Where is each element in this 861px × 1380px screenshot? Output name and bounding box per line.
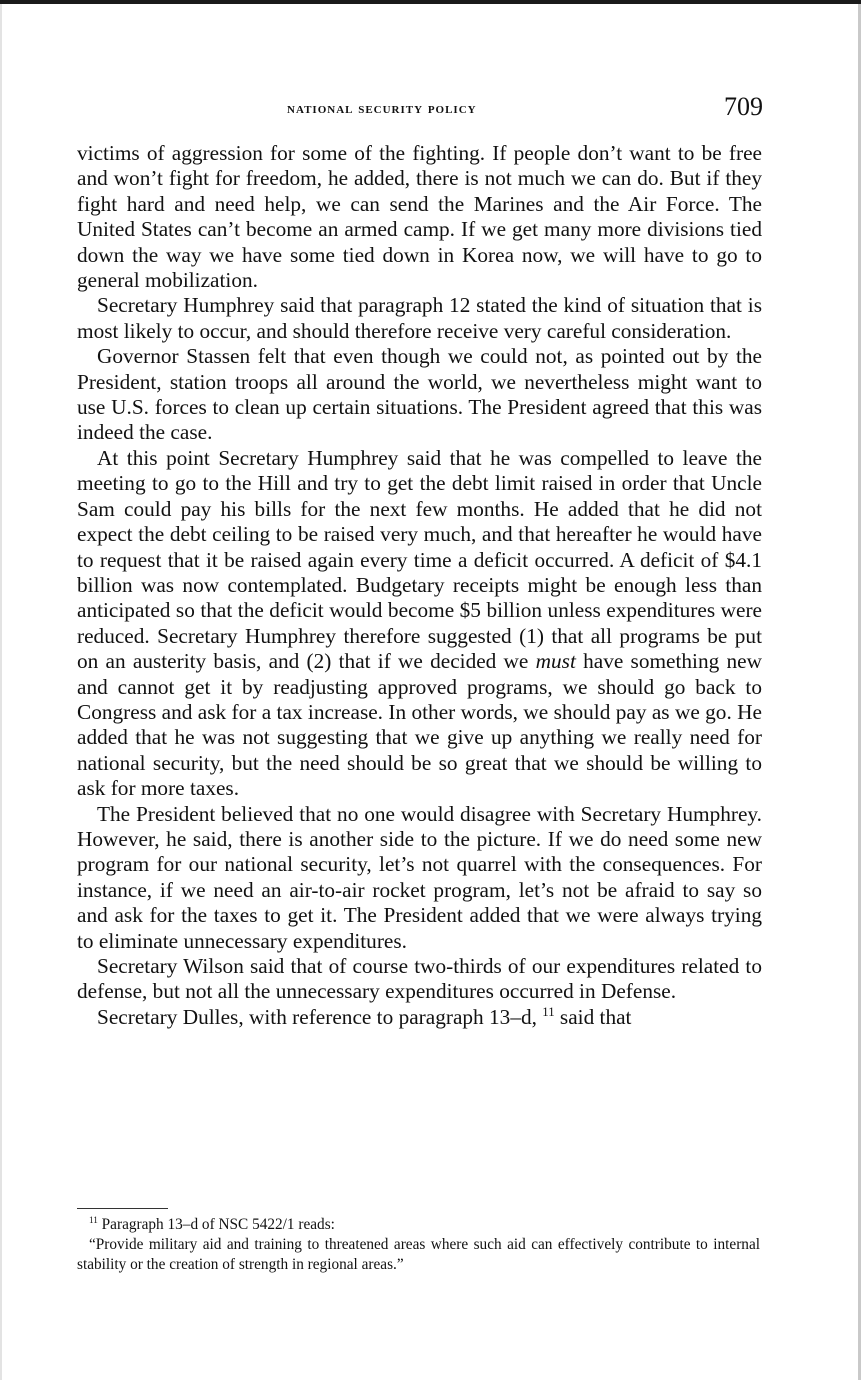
paragraph-4 [77, 446, 762, 802]
paragraph-4-emphasis: must [535, 649, 576, 674]
paragraph-7 [77, 1005, 762, 1030]
page-left-edge [0, 4, 2, 1380]
footnote-line-2: “Provide military aid and training to threatened areas where such aid can effectively contribute to internal stability or the creation of strength in regional areas.” [77, 1236, 760, 1273]
paragraph-7-part-b: said that [559, 1004, 632, 1029]
paragraph-4-part-b: have something new and cannot get it by readjusting approved programs, we should go back to Congress and ask for a tax increase. In other words, we should pay as we go. He added that he was not suggesting that we give up anything we really need for national security, but the need should be so great that we should be willing to ask for more taxes. [77, 649, 762, 801]
running-head: national security policy [287, 101, 477, 117]
paragraph-5: The President believed that no one would disagree with Secretary Humphrey. However, he said, there is another side to the picture. If we do need some new program for our national security, let’s not quarrel with the consequences. For instance, if we need an air-to-air rocket program, let’s not be afraid to say so and ask for the taxes to get it. The President added that we were always trying to eliminate unnecessary expenditures. [77, 801, 762, 953]
footnote-marker: 11 [89, 1214, 98, 1225]
footnote-divider [77, 1208, 168, 1209]
body-text [77, 141, 762, 1030]
paragraph-1: victims of aggression for some of the fighting. If people don’t want to be free and won’t fight for freedom, he added, there is not much we can do. But if they fight hard and need help, we can send the Marines and the Air Force. The United States can’t become an armed camp. If we get many more divisions tied down the way we have some tied down in Korea now, we will have to go to general mobilization. [77, 141, 762, 293]
page-number: 709 [724, 92, 763, 121]
paragraph-4-part-a: At this point Secretary Humphrey said that he was compelled to leave the meeting to go to the Hill and try to get the debt limit raised in order that Uncle Sam could pay his bills for the next few months. He added that he did not expect the debt ceiling to be raised very much, and that hereafter he would have to request that it be raised again every time a deficit occurred. A deficit of $4.1 billion was now contemplated. Budgetary receipts might be enough less than anticipated so that the deficit would become $5 billion unless expenditures were reduced. Secretary Humphrey therefore suggested (1) that all programs be put on an austerity basis, and (2) that if we decided we [77, 445, 762, 674]
footnote-line-1 [77, 1215, 760, 1235]
footnote-intro: Paragraph 13–d of NSC 5422/1 reads: [101, 1216, 335, 1233]
paragraph-6: Secretary Wilson said that of course two-thirds of our expenditures related to defense, but not all the unnecessary expenditures occurred in Defense. [77, 954, 762, 1004]
paragraph-2: Secretary Humphrey said that paragraph 12 stated the kind of situation that is most likely to occur, and should therefore receive very careful consideration. [77, 293, 762, 343]
page-top-edge [0, 0, 861, 4]
footnote [77, 1215, 760, 1275]
paragraph-3: Governor Stassen felt that even though we could not, as pointed out by the President, station troops all around the world, we nevertheless might want to use U.S. forces to clean up certain situations. The President agreed that this was indeed the case. [77, 344, 762, 445]
paragraph-7-part-a: Secretary Dulles, with reference to paragraph 13–d, [97, 1004, 537, 1029]
footnote-reference: 11 [542, 1004, 555, 1019]
